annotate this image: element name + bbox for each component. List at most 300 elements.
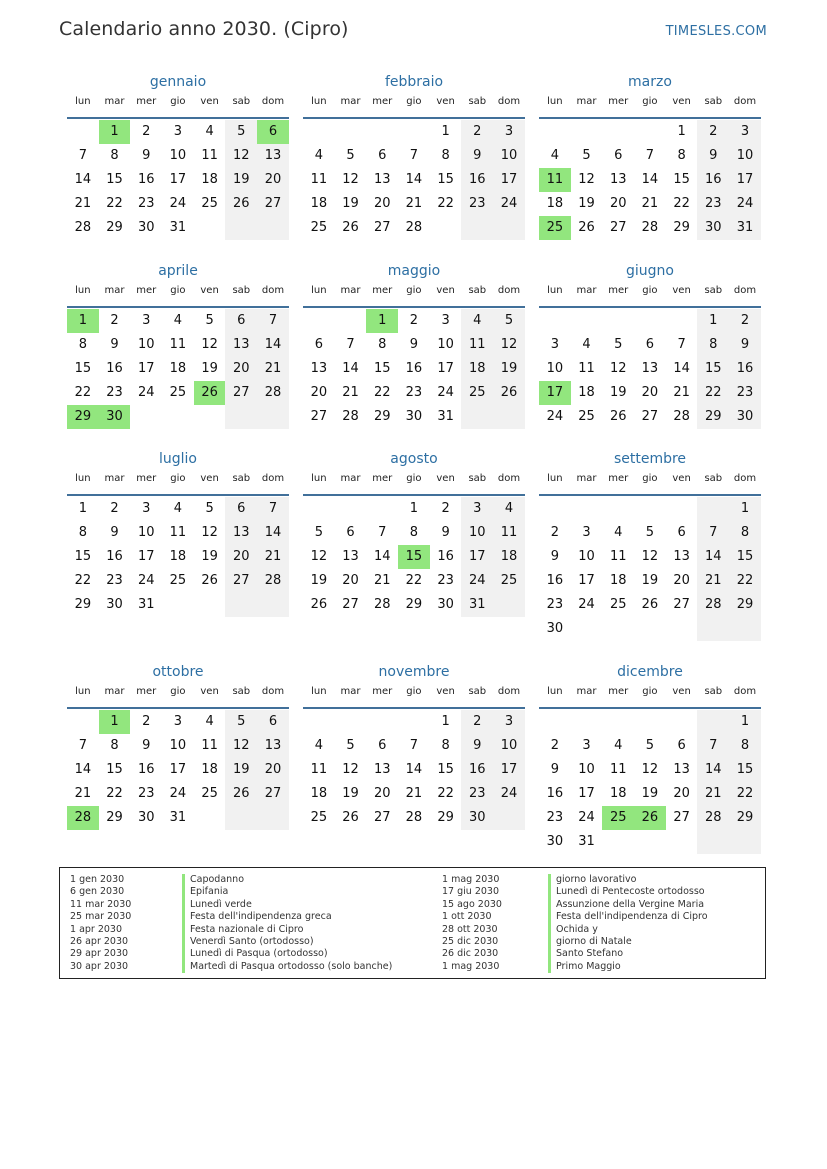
day-cell: 21 (405, 196, 423, 211)
legend-date: 26 apr 2030 (70, 936, 129, 947)
day-cell: 20 (257, 758, 289, 782)
day-cell: 13 (641, 361, 659, 376)
weekday-label: mer (136, 96, 157, 107)
day-cell: 11 (169, 337, 187, 352)
day-cell: 31 (578, 834, 595, 849)
day-cell: 24 (169, 196, 187, 211)
weekday-label: gio (406, 96, 422, 107)
empty-cell (303, 710, 335, 734)
weekday-label: dom (497, 96, 521, 107)
day-cell: 8 (697, 333, 729, 357)
weekday-label: gio (642, 96, 658, 107)
day-cell: 1 (409, 501, 419, 516)
day-cell: 12 (342, 762, 359, 777)
day-cell: 10 (729, 144, 761, 168)
day-cell: 16 (546, 573, 564, 588)
day-cell: 29 (729, 593, 761, 617)
day-cell: 18 (169, 549, 187, 564)
day-cell: 7 (409, 148, 419, 163)
day-cell: 6 (378, 148, 387, 163)
day-cell: 23 (461, 192, 493, 216)
day-cell: 20 (373, 196, 391, 211)
day-cell: 18 (461, 357, 493, 381)
day-cell: 18 (201, 762, 218, 777)
day-cell: 19 (641, 786, 659, 801)
day-cell: 25 (609, 597, 627, 612)
day-cell: 24 (169, 786, 187, 801)
weekday-label: lun (547, 96, 563, 107)
legend-holiday-name: giorno di Natale (548, 936, 632, 948)
day-cell: 26 (493, 381, 525, 405)
empty-cell (729, 617, 761, 641)
day-cell: 8 (409, 525, 419, 540)
day-cell: 15 (74, 549, 92, 564)
weekday-header (303, 284, 525, 308)
weekday-label: ven (672, 96, 691, 107)
day-cell: 26 (201, 573, 218, 588)
empty-cell (602, 120, 634, 144)
day-grid (539, 709, 761, 854)
day-cell: 5 (225, 120, 257, 144)
day-cell: 2 (550, 525, 559, 540)
day-cell: 3 (582, 525, 591, 540)
day-cell: 3 (441, 313, 450, 328)
day-cell: 27 (225, 569, 257, 593)
day-cell: 14 (673, 361, 690, 376)
weekday-label: gio (406, 473, 422, 484)
weekday-label: gio (170, 285, 186, 296)
day-cell: 4 (582, 337, 591, 352)
empty-cell (634, 710, 666, 734)
day-cell: 15 (437, 762, 454, 777)
day-cell: 24 (461, 569, 493, 593)
day-cell: 8 (729, 521, 761, 545)
day-cell: 25 (169, 385, 187, 400)
day-cell: 29 (106, 220, 123, 235)
day-cell: 31 (437, 409, 454, 424)
weekday-label: sab (232, 285, 251, 296)
day-cell: 23 (106, 573, 123, 588)
day-cell: 6 (257, 710, 289, 734)
day-cell: 31 (729, 216, 761, 240)
day-cell: 21 (405, 786, 423, 801)
day-cell: 29 (729, 806, 761, 830)
day-cell: 22 (405, 573, 423, 588)
day-cell: 27 (373, 220, 391, 235)
day-cell: 6 (314, 337, 323, 352)
weekday-header (67, 472, 289, 496)
day-cell: 13 (225, 521, 257, 545)
legend-date: 15 ago 2030 (442, 898, 502, 910)
empty-cell (194, 806, 226, 830)
empty-cell (303, 497, 335, 521)
weekday-label: lun (311, 285, 327, 296)
site-link[interactable]: TIMESLES.COM (665, 24, 767, 39)
day-cell: 15 (106, 762, 123, 777)
day-cell: 19 (342, 196, 359, 211)
day-cell: 8 (78, 337, 87, 352)
empty-cell (162, 593, 194, 617)
day-cell: 22 (673, 196, 690, 211)
empty-cell (257, 405, 289, 429)
weekday-label: gio (406, 686, 422, 697)
empty-cell (461, 216, 493, 240)
day-cell: 2 (142, 714, 151, 729)
day-cell: 28 (641, 220, 659, 235)
day-cell: 6 (378, 738, 387, 753)
day-cell: 4 (550, 148, 559, 163)
day-cell: 22 (106, 786, 123, 801)
day-cell: 11 (461, 333, 493, 357)
day-cell: 5 (205, 501, 214, 516)
day-cell: 29 (74, 597, 92, 612)
day-cell: 27 (257, 782, 289, 806)
day-cell: 3 (582, 738, 591, 753)
holiday-day: 6 (257, 120, 289, 144)
weekday-label: mar (576, 686, 597, 697)
month-name: gennaio (149, 74, 207, 90)
day-cell: 27 (673, 810, 690, 825)
legend-date: 1 apr 2030 (70, 923, 123, 935)
day-cell: 21 (74, 786, 92, 801)
holiday-day: 15 (398, 545, 430, 569)
empty-cell (666, 617, 698, 641)
holiday-day: 1 (366, 309, 398, 333)
day-cell: 10 (578, 549, 595, 564)
day-cell: 30 (546, 621, 564, 636)
day-cell: 24 (493, 192, 525, 216)
day-cell: 17 (137, 361, 155, 376)
day-cell: 26 (225, 782, 257, 806)
empty-cell (335, 309, 367, 333)
day-cell: 12 (225, 734, 257, 758)
weekday-label: dom (261, 473, 285, 484)
day-cell: 29 (437, 810, 454, 825)
day-grid (539, 496, 761, 641)
day-cell: 22 (74, 573, 92, 588)
month-name: ottobre (152, 664, 204, 680)
day-cell: 13 (257, 734, 289, 758)
day-cell: 26 (578, 220, 595, 235)
empty-cell (666, 309, 698, 333)
day-cell: 12 (578, 172, 595, 187)
month-maggio (303, 261, 525, 429)
weekday-label: lun (311, 96, 327, 107)
day-cell: 5 (493, 309, 525, 333)
day-cell: 28 (697, 593, 729, 617)
day-cell: 17 (493, 758, 525, 782)
day-cell: 9 (110, 337, 119, 352)
weekday-header (539, 284, 761, 308)
holiday-day: 28 (67, 806, 99, 830)
month-marzo (539, 72, 761, 240)
legend-holiday-name: Venerdì Santo (ortodosso) (182, 936, 314, 948)
day-cell: 14 (405, 172, 423, 187)
weekday-label: mar (576, 285, 597, 296)
day-cell: 13 (225, 333, 257, 357)
month-dicembre (539, 662, 761, 854)
day-cell: 2 (441, 501, 450, 516)
month-gennaio (67, 72, 289, 240)
legend-holiday-name: Santo Stefano (548, 948, 623, 960)
day-cell: 27 (373, 810, 391, 825)
day-cell: 6 (677, 738, 686, 753)
weekday-header (303, 95, 525, 119)
day-cell: 23 (461, 782, 493, 806)
day-cell: 23 (697, 192, 729, 216)
empty-cell (729, 830, 761, 854)
month-name: novembre (378, 664, 450, 680)
day-cell: 16 (461, 758, 493, 782)
empty-cell (571, 497, 603, 521)
day-cell: 9 (461, 734, 493, 758)
day-cell: 1 (729, 497, 761, 521)
weekday-label: sab (704, 686, 723, 697)
empty-cell (194, 405, 226, 429)
day-cell: 20 (673, 786, 690, 801)
empty-cell (225, 405, 257, 429)
empty-cell (461, 405, 493, 429)
day-cell: 8 (378, 337, 387, 352)
day-cell: 2 (697, 120, 729, 144)
day-cell: 1 (729, 710, 761, 734)
day-cell: 3 (142, 313, 151, 328)
legend-date: 1 mag 2030 (442, 960, 500, 972)
day-cell: 18 (546, 196, 564, 211)
day-cell: 11 (169, 525, 187, 540)
day-cell: 10 (493, 734, 525, 758)
day-cell: 21 (673, 385, 690, 400)
day-cell: 15 (673, 172, 690, 187)
weekday-label: mer (372, 473, 393, 484)
weekday-label: ven (672, 473, 691, 484)
day-grid (303, 308, 525, 429)
day-cell: 13 (373, 172, 391, 187)
day-cell: 12 (201, 337, 218, 352)
day-cell: 24 (578, 810, 595, 825)
day-cell: 21 (257, 357, 289, 381)
day-cell: 26 (342, 810, 359, 825)
empty-cell (571, 710, 603, 734)
day-cell: 19 (201, 549, 218, 564)
month-name: dicembre (617, 664, 683, 680)
weekday-label: mer (608, 285, 629, 296)
day-cell: 14 (257, 521, 289, 545)
day-cell: 2 (729, 309, 761, 333)
weekday-label: gio (170, 96, 186, 107)
day-cell: 14 (373, 549, 391, 564)
day-cell: 17 (437, 361, 454, 376)
day-cell: 6 (346, 525, 355, 540)
weekday-header (303, 472, 525, 496)
legend-holiday-name: Lunedì di Pentecoste ortodosso (548, 886, 705, 898)
weekday-label: sab (232, 473, 251, 484)
day-cell: 20 (225, 545, 257, 569)
empty-cell (539, 120, 571, 144)
day-cell: 22 (729, 569, 761, 593)
weekday-label: mer (136, 285, 157, 296)
day-cell: 13 (673, 762, 690, 777)
day-cell: 14 (405, 762, 423, 777)
day-cell: 9 (142, 738, 151, 753)
empty-cell (398, 120, 430, 144)
day-cell: 17 (578, 573, 595, 588)
day-cell: 28 (257, 569, 289, 593)
weekday-label: gio (170, 473, 186, 484)
weekday-label: dom (733, 473, 757, 484)
day-cell: 12 (225, 144, 257, 168)
weekday-label: ven (436, 285, 455, 296)
day-cell: 28 (373, 597, 391, 612)
day-grid (303, 709, 525, 830)
legend-holiday-name: Festa dell'indipendenza di Cipro (548, 911, 708, 923)
weekday-label: mar (104, 285, 125, 296)
day-cell: 6 (645, 337, 655, 352)
day-cell: 5 (614, 337, 623, 352)
day-cell: 2 (461, 120, 493, 144)
empty-cell (257, 216, 289, 240)
day-cell: 30 (137, 220, 155, 235)
day-cell: 3 (550, 337, 559, 352)
legend-holiday-name: Festa nazionale di Cipro (182, 924, 303, 936)
day-cell: 10 (137, 337, 155, 352)
weekday-label: mer (372, 96, 393, 107)
day-cell: 8 (441, 738, 450, 753)
weekday-label: mer (608, 473, 629, 484)
legend-date: 29 apr 2030 (70, 948, 129, 960)
day-cell: 14 (257, 333, 289, 357)
day-cell: 15 (729, 758, 761, 782)
legend-holiday-name: Ochida y (548, 924, 598, 936)
weekday-label: mar (340, 686, 361, 697)
day-cell: 4 (314, 738, 323, 753)
day-grid (539, 119, 761, 240)
weekday-header (539, 95, 761, 119)
day-cell: 1 (441, 714, 450, 729)
empty-cell (398, 710, 430, 734)
empty-cell (571, 617, 603, 641)
weekday-label: lun (547, 473, 563, 484)
day-cell: 1 (441, 124, 450, 139)
day-cell: 5 (314, 525, 323, 540)
day-cell: 28 (673, 409, 690, 424)
weekday-label: mer (136, 686, 157, 697)
day-cell: 12 (641, 549, 659, 564)
day-cell: 31 (169, 810, 187, 825)
day-cell: 7 (697, 521, 729, 545)
day-cell: 25 (310, 220, 328, 235)
day-cell: 27 (310, 409, 328, 424)
weekday-label: mer (136, 473, 157, 484)
weekday-header (539, 685, 761, 709)
day-cell: 25 (310, 810, 328, 825)
empty-cell (430, 216, 462, 240)
weekday-label: gio (642, 473, 658, 484)
day-cell: 22 (437, 196, 454, 211)
weekday-label: dom (261, 686, 285, 697)
weekday-label: ven (200, 473, 219, 484)
holiday-day: 11 (539, 168, 571, 192)
empty-cell (697, 710, 729, 734)
day-cell: 16 (137, 762, 155, 777)
day-cell: 28 (74, 220, 92, 235)
holiday-day: 1 (67, 309, 99, 333)
day-cell: 5 (346, 738, 355, 753)
empty-cell (493, 593, 525, 617)
month-name: maggio (387, 263, 441, 279)
day-cell: 28 (405, 220, 423, 235)
day-cell: 27 (342, 597, 359, 612)
day-cell: 16 (405, 361, 423, 376)
weekday-header (67, 685, 289, 709)
day-cell: 7 (257, 497, 289, 521)
empty-cell (697, 617, 729, 641)
day-cell: 7 (346, 337, 355, 352)
day-cell: 26 (641, 597, 659, 612)
weekday-label: dom (497, 686, 521, 697)
day-cell: 28 (697, 806, 729, 830)
day-cell: 28 (405, 810, 423, 825)
weekday-label: lun (311, 473, 327, 484)
day-cell: 4 (205, 714, 214, 729)
empty-cell (666, 710, 698, 734)
legend-holiday-name: Primo Maggio (548, 961, 621, 973)
legend-date: 1 gen 2030 (70, 874, 125, 885)
day-grid (67, 496, 289, 617)
day-cell: 7 (697, 734, 729, 758)
empty-cell (602, 830, 634, 854)
day-cell: 1 (677, 124, 686, 139)
empty-cell (602, 617, 634, 641)
day-cell: 13 (609, 172, 627, 187)
day-cell: 7 (78, 148, 87, 163)
day-cell: 10 (461, 521, 493, 545)
empty-cell (666, 830, 698, 854)
day-cell: 25 (461, 381, 493, 405)
day-cell: 9 (461, 144, 493, 168)
day-cell: 10 (169, 148, 187, 163)
month-febbraio (303, 72, 525, 240)
empty-cell (571, 309, 603, 333)
month-aprile (67, 261, 289, 429)
day-cell: 21 (373, 573, 391, 588)
day-cell: 2 (409, 313, 419, 328)
day-cell: 30 (106, 597, 123, 612)
legend-date: 25 dic 2030 (442, 936, 499, 947)
weekday-label: lun (547, 285, 563, 296)
legend-date: 17 giu 2030 (442, 886, 499, 898)
day-cell: 11 (609, 762, 627, 777)
weekday-label: lun (75, 686, 91, 697)
weekday-label: mar (104, 96, 125, 107)
day-cell: 13 (673, 549, 690, 564)
day-cell: 16 (546, 786, 564, 801)
holiday-legend (59, 867, 766, 979)
day-cell: 30 (461, 806, 493, 830)
day-cell: 11 (310, 762, 328, 777)
day-cell: 15 (697, 357, 729, 381)
empty-cell (602, 710, 634, 734)
legend-date: 28 ott 2030 (442, 923, 498, 935)
month-name: aprile (158, 263, 198, 279)
day-cell: 24 (546, 409, 564, 424)
day-cell: 18 (578, 385, 595, 400)
day-cell: 4 (205, 124, 214, 139)
day-cell: 10 (137, 525, 155, 540)
day-cell: 26 (342, 220, 359, 235)
day-cell: 19 (609, 385, 627, 400)
month-novembre (303, 662, 525, 830)
